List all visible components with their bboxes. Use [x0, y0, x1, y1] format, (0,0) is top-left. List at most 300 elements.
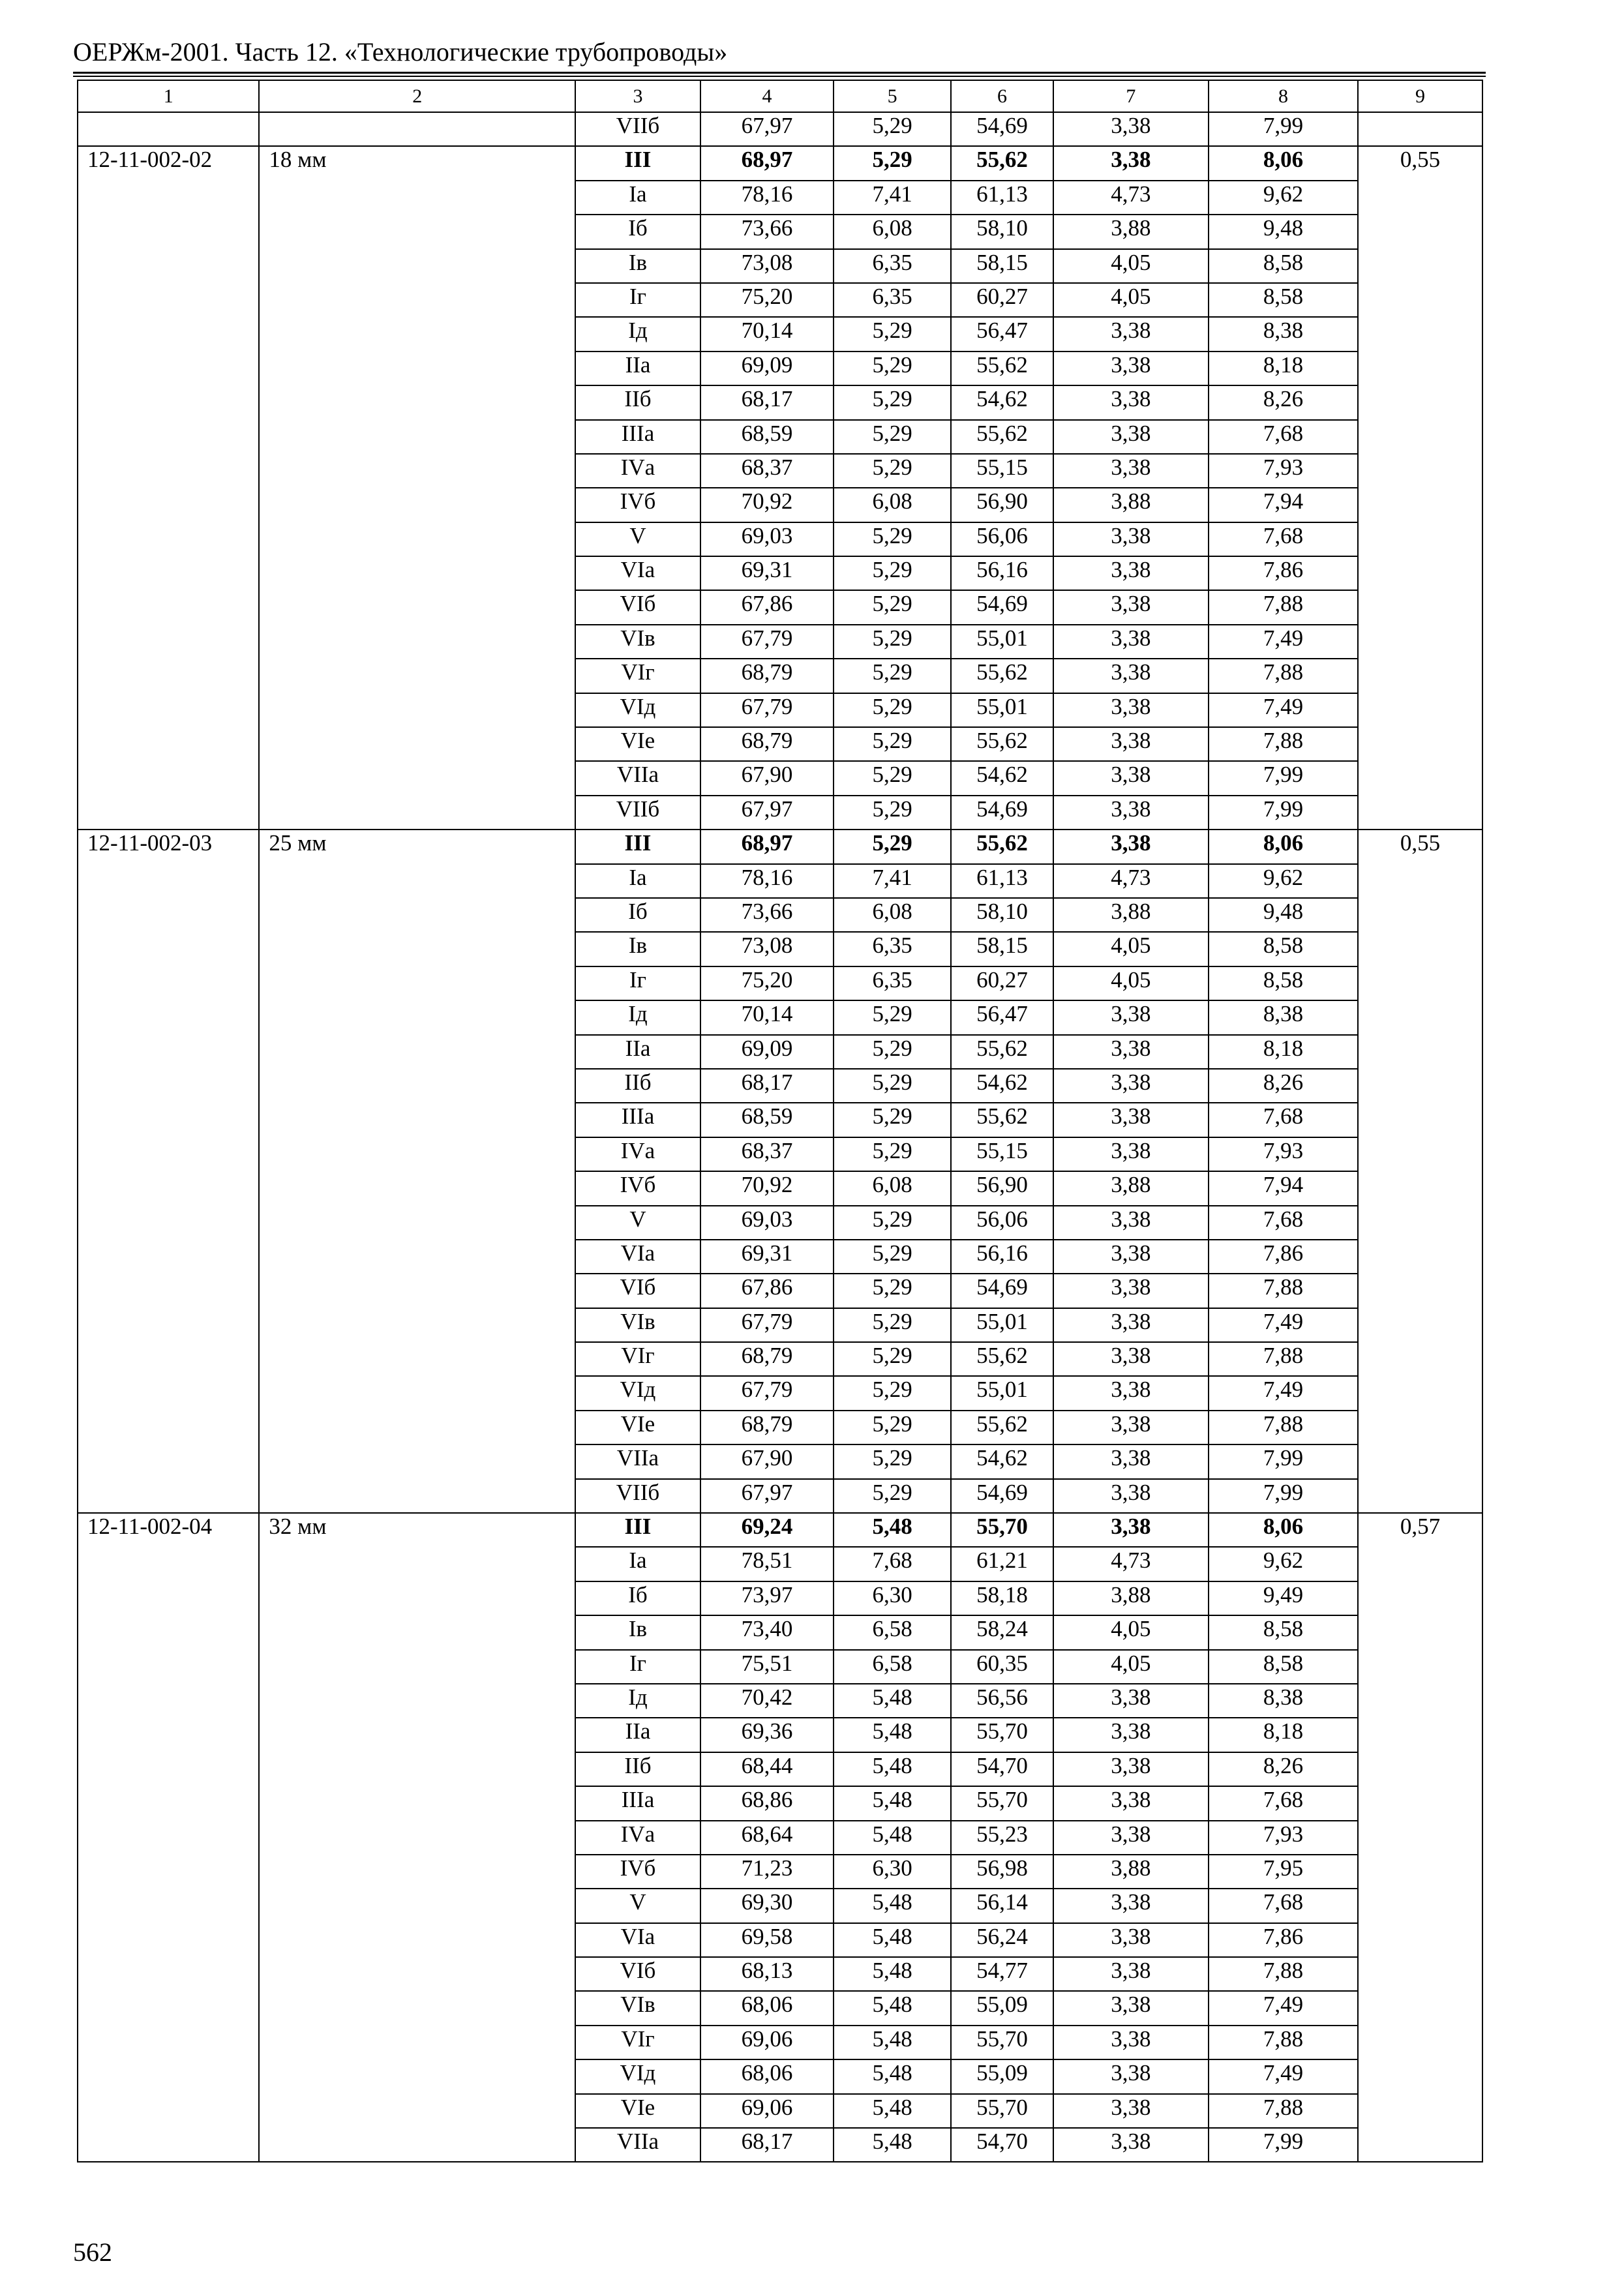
materials-cost-cell: 9,62	[1209, 1547, 1358, 1581]
operator-wage-cell: 3,38	[1053, 693, 1209, 727]
operator-wage-cell: 3,38	[1053, 625, 1209, 659]
total-cost-cell: 67,79	[700, 1308, 834, 1342]
zone-cell: Iб	[575, 898, 700, 932]
zone-cell: VIв	[575, 625, 700, 659]
zone-cell: IIIа	[575, 420, 700, 454]
zone-cell: IVб	[575, 1171, 700, 1205]
wage-cell: 5,29	[834, 385, 951, 419]
zone-cell: VIе	[575, 1411, 700, 1444]
wage-cell: 5,48	[834, 1513, 951, 1547]
wage-cell: 5,29	[834, 1240, 951, 1274]
operator-wage-cell: 4,05	[1053, 966, 1209, 1000]
operator-wage-cell: 4,05	[1053, 1615, 1209, 1649]
zone-cell: Iд	[575, 1000, 700, 1034]
zone-cell: VIб	[575, 1957, 700, 1991]
wage-cell: 5,29	[834, 761, 951, 795]
total-cost-cell: 68,97	[700, 830, 834, 863]
operator-wage-cell: 3,38	[1053, 454, 1209, 488]
wage-cell: 5,29	[834, 1342, 951, 1376]
column-header: 6	[951, 80, 1053, 112]
machine-cost-cell: 56,06	[951, 1206, 1053, 1240]
zone-cell: VIIб	[575, 796, 700, 830]
operator-wage-cell: 4,73	[1053, 864, 1209, 898]
operator-wage-cell: 3,38	[1053, 1069, 1209, 1103]
operator-wage-cell: 3,38	[1053, 1137, 1209, 1171]
header-rule-thin	[73, 76, 1486, 77]
wage-cell: 5,48	[834, 1991, 951, 2025]
total-cost-cell: 68,13	[700, 1957, 834, 1991]
materials-cost-cell: 8,06	[1209, 830, 1358, 863]
zone-cell: V	[575, 1889, 700, 1922]
materials-cost-cell: 7,88	[1209, 2026, 1358, 2059]
machine-cost-cell: 55,01	[951, 625, 1053, 659]
materials-cost-cell: 7,68	[1209, 1206, 1358, 1240]
materials-cost-cell: 9,62	[1209, 181, 1358, 215]
header-rule	[73, 72, 1486, 74]
table-row	[78, 146, 1482, 180]
operator-wage-cell: 3,38	[1053, 1206, 1209, 1240]
machine-cost-cell: 61,13	[951, 864, 1053, 898]
total-cost-cell: 69,30	[700, 1889, 834, 1922]
total-cost-cell: 68,97	[700, 146, 834, 180]
operator-wage-cell: 3,38	[1053, 1752, 1209, 1786]
operator-wage-cell: 3,38	[1053, 2128, 1209, 2162]
operator-wage-cell: 3,38	[1053, 1342, 1209, 1376]
wage-cell: 5,29	[834, 1206, 951, 1240]
wage-cell: 5,29	[834, 112, 951, 146]
wage-cell: 7,68	[834, 1547, 951, 1581]
table-row	[78, 1513, 1482, 1547]
wage-cell: 5,29	[834, 1479, 951, 1513]
operator-wage-cell: 3,38	[1053, 420, 1209, 454]
zone-cell: III	[575, 146, 700, 180]
wage-cell: 5,48	[834, 1718, 951, 1752]
operator-wage-cell: 3,38	[1053, 1479, 1209, 1513]
zone-cell: VIг	[575, 1342, 700, 1376]
machine-cost-cell: 55,62	[951, 420, 1053, 454]
zone-cell: VIб	[575, 590, 700, 624]
operator-wage-cell: 4,73	[1053, 181, 1209, 215]
wage-cell: 6,35	[834, 249, 951, 283]
machine-cost-cell: 54,69	[951, 1479, 1053, 1513]
operator-wage-cell: 3,38	[1053, 317, 1209, 351]
machine-cost-cell: 54,69	[951, 112, 1053, 146]
total-cost-cell: 68,86	[700, 1786, 834, 1820]
materials-cost-cell: 7,99	[1209, 761, 1358, 795]
total-cost-cell: 68,79	[700, 659, 834, 693]
page-header-title: ОЕРЖм-2001. Часть 12. «Технологические трубопроводы»	[73, 37, 728, 67]
zone-cell: Iд	[575, 1684, 700, 1718]
machine-cost-cell: 54,70	[951, 2128, 1053, 2162]
wage-cell: 5,29	[834, 590, 951, 624]
operator-wage-cell: 3,88	[1053, 898, 1209, 932]
wage-cell: 6,35	[834, 283, 951, 317]
zone-cell: Iа	[575, 864, 700, 898]
wage-cell: 5,29	[834, 1308, 951, 1342]
size-cell	[259, 112, 575, 146]
total-cost-cell: 67,97	[700, 112, 834, 146]
zone-cell: IVб	[575, 488, 700, 522]
operator-wage-cell: 3,38	[1053, 1957, 1209, 1991]
total-cost-cell: 75,51	[700, 1650, 834, 1684]
wage-cell: 5,29	[834, 1103, 951, 1137]
machine-cost-cell: 54,62	[951, 1069, 1053, 1103]
materials-cost-cell: 7,88	[1209, 1957, 1358, 1991]
total-cost-cell: 68,59	[700, 420, 834, 454]
zone-cell: Iа	[575, 1547, 700, 1581]
materials-cost-cell: 7,95	[1209, 1855, 1358, 1889]
materials-cost-cell: 7,88	[1209, 1274, 1358, 1308]
zone-cell: Iд	[575, 317, 700, 351]
wage-cell: 5,29	[834, 420, 951, 454]
total-cost-cell: 78,16	[700, 181, 834, 215]
wage-cell: 5,29	[834, 556, 951, 590]
machine-cost-cell: 55,62	[951, 659, 1053, 693]
materials-cost-cell: 7,68	[1209, 1786, 1358, 1820]
operator-wage-cell: 3,38	[1053, 830, 1209, 863]
machine-cost-cell: 58,18	[951, 1581, 1053, 1615]
materials-cost-cell: 7,93	[1209, 454, 1358, 488]
materials-cost-cell: 7,68	[1209, 1103, 1358, 1137]
total-cost-cell: 69,06	[700, 2094, 834, 2128]
wage-cell: 5,29	[834, 693, 951, 727]
materials-cost-cell: 7,93	[1209, 1821, 1358, 1855]
wage-cell: 6,35	[834, 966, 951, 1000]
machine-cost-cell: 54,70	[951, 1752, 1053, 1786]
machine-cost-cell: 55,62	[951, 1342, 1053, 1376]
coef-cell: 0,55	[1358, 830, 1482, 1513]
wage-cell: 5,29	[834, 625, 951, 659]
size-cell: 18 мм	[259, 146, 575, 830]
materials-cost-cell: 7,86	[1209, 1240, 1358, 1274]
materials-cost-cell: 7,88	[1209, 2094, 1358, 2128]
total-cost-cell: 68,59	[700, 1103, 834, 1137]
wage-cell: 5,48	[834, 1684, 951, 1718]
machine-cost-cell: 54,69	[951, 590, 1053, 624]
operator-wage-cell: 3,38	[1053, 1889, 1209, 1922]
materials-cost-cell: 8,58	[1209, 283, 1358, 317]
machine-cost-cell: 54,62	[951, 385, 1053, 419]
machine-cost-cell: 55,70	[951, 2026, 1053, 2059]
operator-wage-cell: 3,38	[1053, 1411, 1209, 1444]
machine-cost-cell: 55,70	[951, 1786, 1053, 1820]
operator-wage-cell: 3,38	[1053, 1035, 1209, 1069]
materials-cost-cell: 7,88	[1209, 1411, 1358, 1444]
total-cost-cell: 68,37	[700, 454, 834, 488]
operator-wage-cell: 3,38	[1053, 659, 1209, 693]
materials-cost-cell: 7,99	[1209, 112, 1358, 146]
operator-wage-cell: 3,88	[1053, 1581, 1209, 1615]
total-cost-cell: 69,58	[700, 1923, 834, 1957]
operator-wage-cell: 3,38	[1053, 112, 1209, 146]
wage-cell: 5,48	[834, 1923, 951, 1957]
materials-cost-cell: 7,86	[1209, 556, 1358, 590]
table-body	[78, 112, 1482, 2162]
wage-cell: 5,29	[834, 1444, 951, 1478]
wage-cell: 5,29	[834, 830, 951, 863]
zone-cell: III	[575, 830, 700, 863]
machine-cost-cell: 58,15	[951, 932, 1053, 966]
machine-cost-cell: 55,62	[951, 146, 1053, 180]
total-cost-cell: 70,42	[700, 1684, 834, 1718]
machine-cost-cell: 55,70	[951, 1718, 1053, 1752]
machine-cost-cell: 56,47	[951, 1000, 1053, 1034]
materials-cost-cell: 7,88	[1209, 659, 1358, 693]
zone-cell: III	[575, 1513, 700, 1547]
total-cost-cell: 67,97	[700, 796, 834, 830]
total-cost-cell: 71,23	[700, 1855, 834, 1889]
materials-cost-cell: 8,58	[1209, 966, 1358, 1000]
total-cost-cell: 69,09	[700, 1035, 834, 1069]
pricing-table	[77, 80, 1483, 2162]
materials-cost-cell: 8,38	[1209, 1684, 1358, 1718]
machine-cost-cell: 55,70	[951, 2094, 1053, 2128]
materials-cost-cell: 7,49	[1209, 2059, 1358, 2093]
wage-cell: 5,48	[834, 1752, 951, 1786]
machine-cost-cell: 55,62	[951, 1411, 1053, 1444]
materials-cost-cell: 7,49	[1209, 625, 1358, 659]
coef-cell: 0,55	[1358, 146, 1482, 830]
zone-cell: VIв	[575, 1308, 700, 1342]
machine-cost-cell: 60,27	[951, 283, 1053, 317]
zone-cell: IVа	[575, 1137, 700, 1171]
materials-cost-cell: 7,49	[1209, 1991, 1358, 2025]
zone-cell: Iг	[575, 966, 700, 1000]
operator-wage-cell: 4,05	[1053, 249, 1209, 283]
zone-cell: VIа	[575, 1240, 700, 1274]
machine-cost-cell: 55,09	[951, 1991, 1053, 2025]
code-cell: 12-11-002-04	[78, 1513, 259, 2162]
wage-cell: 5,29	[834, 1376, 951, 1410]
operator-wage-cell: 3,38	[1053, 1991, 1209, 2025]
materials-cost-cell: 8,26	[1209, 1752, 1358, 1786]
zone-cell: IIIа	[575, 1103, 700, 1137]
total-cost-cell: 75,20	[700, 966, 834, 1000]
operator-wage-cell: 3,38	[1053, 352, 1209, 385]
materials-cost-cell: 8,58	[1209, 932, 1358, 966]
zone-cell: VIIа	[575, 1444, 700, 1478]
wage-cell: 5,29	[834, 1000, 951, 1034]
machine-cost-cell: 55,70	[951, 1513, 1053, 1547]
materials-cost-cell: 7,49	[1209, 1308, 1358, 1342]
total-cost-cell: 69,36	[700, 1718, 834, 1752]
operator-wage-cell: 4,05	[1053, 932, 1209, 966]
total-cost-cell: 69,03	[700, 522, 834, 556]
materials-cost-cell: 7,88	[1209, 1342, 1358, 1376]
zone-cell: VIд	[575, 2059, 700, 2093]
wage-cell: 5,29	[834, 727, 951, 761]
column-header: 1	[78, 80, 259, 112]
total-cost-cell: 69,09	[700, 352, 834, 385]
operator-wage-cell: 3,38	[1053, 1376, 1209, 1410]
column-header: 4	[700, 80, 834, 112]
total-cost-cell: 73,66	[700, 898, 834, 932]
machine-cost-cell: 56,16	[951, 556, 1053, 590]
machine-cost-cell: 55,62	[951, 830, 1053, 863]
column-number-row	[78, 80, 1482, 112]
materials-cost-cell: 8,26	[1209, 385, 1358, 419]
page-number: 562	[73, 2237, 112, 2267]
zone-cell: Iв	[575, 932, 700, 966]
materials-cost-cell: 8,58	[1209, 1615, 1358, 1649]
machine-cost-cell: 56,47	[951, 317, 1053, 351]
column-header: 7	[1053, 80, 1209, 112]
materials-cost-cell: 7,86	[1209, 1923, 1358, 1957]
total-cost-cell: 67,86	[700, 1274, 834, 1308]
total-cost-cell: 73,40	[700, 1615, 834, 1649]
materials-cost-cell: 7,99	[1209, 1479, 1358, 1513]
total-cost-cell: 70,92	[700, 488, 834, 522]
machine-cost-cell: 56,24	[951, 1923, 1053, 1957]
total-cost-cell: 67,97	[700, 1479, 834, 1513]
column-header: 3	[575, 80, 700, 112]
zone-cell: Iв	[575, 1615, 700, 1649]
code-cell: 12-11-002-03	[78, 830, 259, 1513]
machine-cost-cell: 55,15	[951, 454, 1053, 488]
total-cost-cell: 68,79	[700, 727, 834, 761]
zone-cell: VIIб	[575, 112, 700, 146]
total-cost-cell: 69,31	[700, 556, 834, 590]
wage-cell: 5,48	[834, 2059, 951, 2093]
zone-cell: IIб	[575, 1069, 700, 1103]
materials-cost-cell: 7,68	[1209, 1889, 1358, 1922]
zone-cell: Iв	[575, 249, 700, 283]
operator-wage-cell: 3,38	[1053, 1923, 1209, 1957]
materials-cost-cell: 7,99	[1209, 796, 1358, 830]
wage-cell: 5,29	[834, 796, 951, 830]
operator-wage-cell: 3,38	[1053, 1718, 1209, 1752]
wage-cell: 6,08	[834, 215, 951, 248]
zone-cell: IIб	[575, 385, 700, 419]
operator-wage-cell: 3,38	[1053, 761, 1209, 795]
materials-cost-cell: 8,58	[1209, 1650, 1358, 1684]
total-cost-cell: 67,79	[700, 1376, 834, 1410]
wage-cell: 5,48	[834, 1957, 951, 1991]
wage-cell: 5,48	[834, 1889, 951, 1922]
machine-cost-cell: 55,62	[951, 352, 1053, 385]
wage-cell: 5,29	[834, 1411, 951, 1444]
code-cell	[78, 112, 259, 146]
machine-cost-cell: 58,15	[951, 249, 1053, 283]
total-cost-cell: 78,16	[700, 864, 834, 898]
wage-cell: 6,58	[834, 1615, 951, 1649]
operator-wage-cell: 3,88	[1053, 488, 1209, 522]
total-cost-cell: 70,14	[700, 1000, 834, 1034]
zone-cell: VIIб	[575, 1479, 700, 1513]
wage-cell: 6,30	[834, 1581, 951, 1615]
wage-cell: 5,29	[834, 1137, 951, 1171]
operator-wage-cell: 3,38	[1053, 1786, 1209, 1820]
total-cost-cell: 68,06	[700, 1991, 834, 2025]
operator-wage-cell: 3,38	[1053, 727, 1209, 761]
materials-cost-cell: 7,88	[1209, 590, 1358, 624]
materials-cost-cell: 8,26	[1209, 1069, 1358, 1103]
wage-cell: 5,48	[834, 1821, 951, 1855]
zone-cell: VIг	[575, 659, 700, 693]
wage-cell: 7,41	[834, 181, 951, 215]
zone-cell: VIа	[575, 556, 700, 590]
machine-cost-cell: 56,56	[951, 1684, 1053, 1718]
wage-cell: 5,29	[834, 352, 951, 385]
zone-cell: IIIа	[575, 1786, 700, 1820]
zone-cell: VIв	[575, 1991, 700, 2025]
operator-wage-cell: 3,38	[1053, 2059, 1209, 2093]
operator-wage-cell: 3,38	[1053, 1821, 1209, 1855]
wage-cell: 5,29	[834, 659, 951, 693]
machine-cost-cell: 55,01	[951, 1376, 1053, 1410]
zone-cell: IIб	[575, 1752, 700, 1786]
machine-cost-cell: 55,01	[951, 693, 1053, 727]
table-row	[78, 830, 1482, 863]
zone-cell: V	[575, 522, 700, 556]
materials-cost-cell: 7,94	[1209, 1171, 1358, 1205]
wage-cell: 5,29	[834, 1274, 951, 1308]
column-header: 2	[259, 80, 575, 112]
column-header: 9	[1358, 80, 1482, 112]
total-cost-cell: 67,86	[700, 590, 834, 624]
total-cost-cell: 73,08	[700, 249, 834, 283]
operator-wage-cell: 3,38	[1053, 522, 1209, 556]
total-cost-cell: 68,17	[700, 385, 834, 419]
total-cost-cell: 73,66	[700, 215, 834, 248]
materials-cost-cell: 8,58	[1209, 249, 1358, 283]
zone-cell: Iг	[575, 1650, 700, 1684]
machine-cost-cell: 55,09	[951, 2059, 1053, 2093]
total-cost-cell: 67,79	[700, 693, 834, 727]
zone-cell: IVа	[575, 1821, 700, 1855]
materials-cost-cell: 8,06	[1209, 1513, 1358, 1547]
operator-wage-cell: 3,38	[1053, 1444, 1209, 1478]
total-cost-cell: 68,17	[700, 2128, 834, 2162]
total-cost-cell: 70,14	[700, 317, 834, 351]
coef-cell: 0,57	[1358, 1513, 1482, 2162]
machine-cost-cell: 58,10	[951, 898, 1053, 932]
machine-cost-cell: 55,62	[951, 1103, 1053, 1137]
operator-wage-cell: 3,88	[1053, 1855, 1209, 1889]
materials-cost-cell: 7,49	[1209, 693, 1358, 727]
machine-cost-cell: 56,90	[951, 1171, 1053, 1205]
column-header: 5	[834, 80, 951, 112]
operator-wage-cell: 3,38	[1053, 1684, 1209, 1718]
total-cost-cell: 75,20	[700, 283, 834, 317]
machine-cost-cell: 55,15	[951, 1137, 1053, 1171]
zone-cell: Iа	[575, 181, 700, 215]
machine-cost-cell: 55,01	[951, 1308, 1053, 1342]
operator-wage-cell: 3,88	[1053, 215, 1209, 248]
code-cell: 12-11-002-02	[78, 146, 259, 830]
materials-cost-cell: 9,49	[1209, 1581, 1358, 1615]
wage-cell: 7,41	[834, 864, 951, 898]
machine-cost-cell: 55,62	[951, 1035, 1053, 1069]
materials-cost-cell: 7,68	[1209, 420, 1358, 454]
operator-wage-cell: 3,38	[1053, 2094, 1209, 2128]
materials-cost-cell: 8,18	[1209, 352, 1358, 385]
operator-wage-cell: 3,38	[1053, 385, 1209, 419]
zone-cell: VIе	[575, 2094, 700, 2128]
wage-cell: 5,29	[834, 1035, 951, 1069]
machine-cost-cell: 54,62	[951, 761, 1053, 795]
operator-wage-cell: 3,38	[1053, 1000, 1209, 1034]
zone-cell: Iг	[575, 283, 700, 317]
zone-cell: VIа	[575, 1923, 700, 1957]
materials-cost-cell: 8,18	[1209, 1718, 1358, 1752]
total-cost-cell: 69,03	[700, 1206, 834, 1240]
coef-cell	[1358, 112, 1482, 146]
wage-cell: 6,35	[834, 932, 951, 966]
wage-cell: 6,08	[834, 898, 951, 932]
materials-cost-cell: 7,68	[1209, 522, 1358, 556]
machine-cost-cell: 60,27	[951, 966, 1053, 1000]
